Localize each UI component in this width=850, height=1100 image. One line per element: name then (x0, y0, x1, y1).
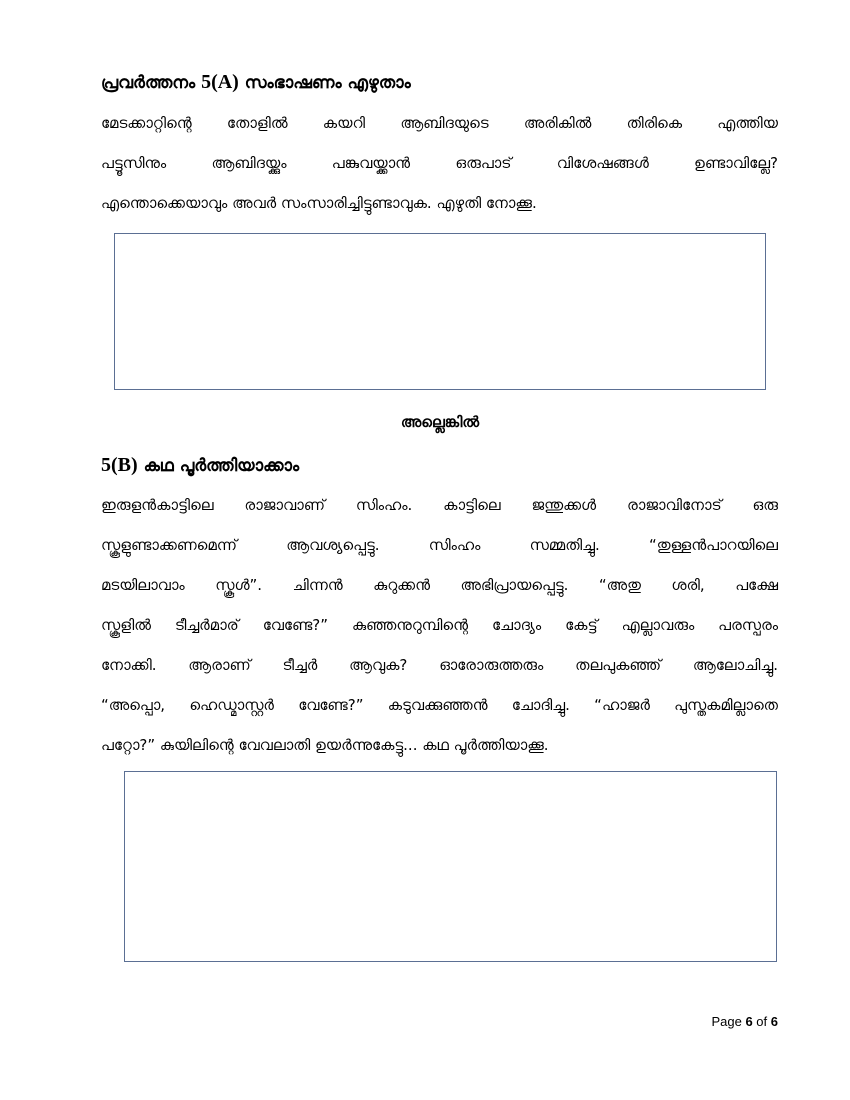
current-page: 6 (745, 1014, 753, 1029)
or-divider-label: അല്ലെങ്കിൽ (400, 413, 480, 431)
section-b-line-3: മടയിലാവാം സ്കൂൾ”. ചിന്നൻ കുറുക്കൻ അഭിപ്രായപ്പെട്ടു. “അതു ശരി, പക്ഷേ (101, 576, 778, 594)
section-a-heading (101, 71, 411, 94)
section-a-line-3: എന്തൊക്കെയാവും അവർ സംസാരിച്ചിട്ടുണ്ടാവുക. എഴുതി നോക്കൂ. (101, 194, 537, 212)
of-word: of (756, 1014, 768, 1029)
section-a-instructions (101, 103, 778, 223)
section-a-heading-number: 5(A) (201, 71, 239, 93)
section-a-line-2: പട്ടൂസിനും ആബിദയ്ക്കും പങ്കുവയ്ക്കാൻ ഒരുപാട് വിശേഷങ്ങൾ ഉണ്ടാവില്ലേ? (101, 154, 778, 172)
section-a-answer-box[interactable] (114, 233, 766, 390)
section-b-line-4: സ്കൂളിൽ ടീച്ചർമാര് വേണ്ടേ?” കുഞ്ഞനുറുമ്പിന്റെ ചോദ്യം കേട്ട് എല്ലാവരും പരസ്പരം (101, 616, 778, 634)
section-b-answer-box[interactable] (124, 771, 777, 962)
section-a-heading-title: സംഭാഷണം എഴുതാം (244, 73, 411, 93)
section-b-heading-number: 5(B) (101, 454, 138, 476)
section-a-line-1: മേടക്കാറ്റിന്റെ തോളിൽ കയറി ആബിദയുടെ അരികിൽ തിരികെ എത്തിയ (101, 114, 778, 132)
section-b-line-5: നോക്കി. ആരാണ് ടീച്ചർ ആവുക? ഓരോരുത്തരും തലപുകഞ്ഞ് ആലോചിച്ചു. (101, 656, 778, 674)
page-number (711, 1013, 778, 1031)
page-word: Page (711, 1014, 742, 1029)
section-b-line-7: പറ്റോ?” കുയിലിന്റെ വേവലാതി ഉയർന്നുകേട്ടു... കഥ പൂർത്തിയാക്കൂ. (101, 736, 549, 754)
total-pages: 6 (770, 1014, 778, 1029)
section-b-heading (101, 454, 299, 477)
section-b-line-6: “അപ്പൊ, ഹെഡ്മാസ്റ്റർ വേണ്ടേ?” കടുവക്കുഞ്ഞൻ ചോദിച്ചു. “ഹാജർ പുസ്തകമില്ലാതെ (101, 696, 778, 714)
section-b-line-2: സ്കൂളുണ്ടാക്കണമെന്ന് ആവശ്യപ്പെട്ടു. സിംഹം സമ്മതിച്ചു. “തുള്ളൻപാറയിലെ (101, 536, 778, 554)
section-b-line-1: ഇരുളൻകാട്ടിലെ രാജാവാണ് സിംഹം. കാട്ടിലെ ജന്തുക്കൾ രാജാവിനോട് ഒരു (101, 496, 778, 514)
section-a-heading-prefix: പ്രവർത്തനം (101, 73, 196, 93)
section-b-story (101, 485, 778, 765)
section-b-heading-title: കഥ പൂർത്തിയാക്കാം (143, 456, 300, 476)
